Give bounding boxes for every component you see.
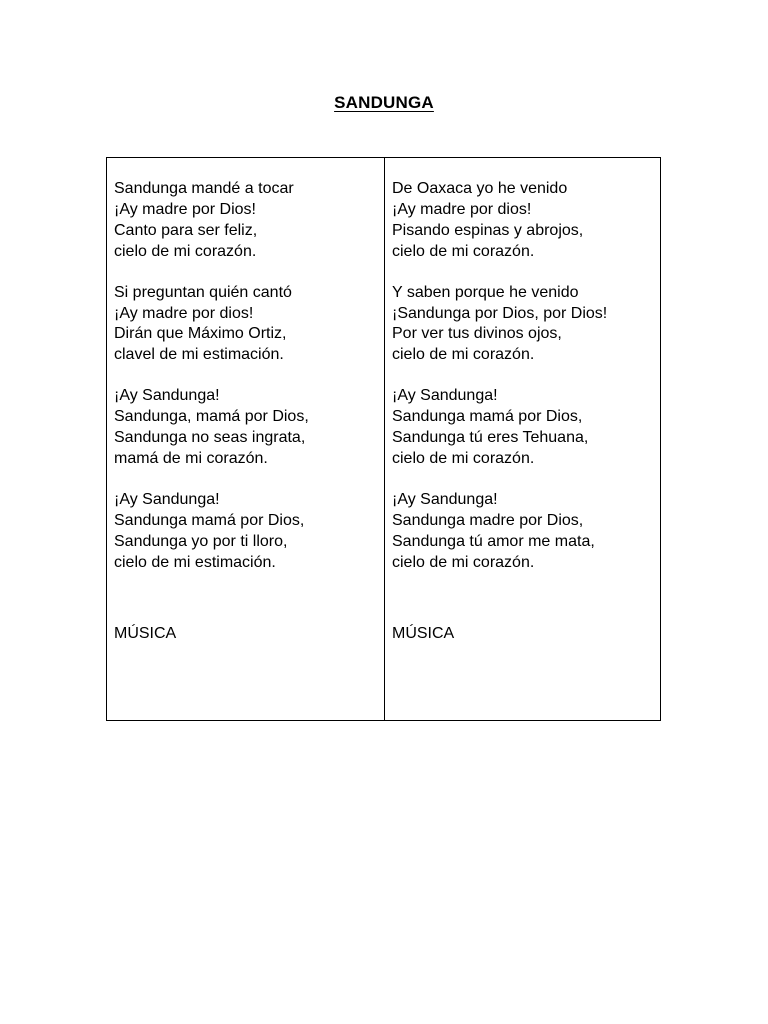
- lyric-line: De Oaxaca yo he venido: [392, 180, 568, 197]
- lyric-line: cielo de mi corazón.: [392, 346, 535, 364]
- lyric-line: Canto para ser feliz,: [114, 221, 258, 239]
- music-label: MÚSICA: [392, 624, 455, 642]
- page-title: SANDUNGA: [334, 93, 434, 112]
- lyric-line: mamá de mi corazón.: [114, 449, 268, 467]
- stanza: [114, 386, 384, 470]
- lyric-line: Sandunga, mamá por Dios,: [114, 408, 309, 426]
- stanza: [392, 179, 660, 263]
- lyric-line: ¡Ay Sandunga!: [392, 490, 498, 508]
- lyric-line: cielo de mi corazón.: [392, 242, 535, 260]
- lyric-line: Sandunga mamá por Dios,: [114, 511, 305, 529]
- lyrics-column-left: [107, 158, 385, 720]
- stanza: [392, 490, 660, 574]
- lyrics-table: [106, 157, 661, 721]
- lyric-line: cielo de mi corazón.: [392, 553, 535, 571]
- lyric-line: ¡Ay Sandunga!: [114, 387, 220, 405]
- lyric-line: cielo de mi corazón.: [392, 449, 535, 467]
- lyric-line: Sandunga tú amor me mata,: [392, 532, 595, 550]
- stanza: [392, 283, 660, 367]
- lyrics-column-right: [385, 158, 660, 720]
- lyric-line: Sandunga mandé a tocar: [114, 180, 294, 197]
- music-label: MÚSICA: [114, 624, 177, 642]
- lyric-line: ¡Ay madre por dios!: [392, 200, 532, 218]
- lyric-line: ¡Ay madre por Dios!: [114, 200, 256, 218]
- lyric-line: Por ver tus divinos ojos,: [392, 325, 562, 343]
- lyric-line: Dirán que Máximo Ortiz,: [114, 325, 287, 343]
- stanza: [392, 386, 660, 470]
- lyric-line: Sandunga tú eres Tehuana,: [392, 429, 589, 447]
- stanza: [114, 490, 384, 574]
- lyric-line: ¡Ay Sandunga!: [114, 490, 220, 508]
- lyric-line: Sandunga madre por Dios,: [392, 511, 584, 529]
- lyric-line: Sandunga yo por ti lloro,: [114, 532, 288, 550]
- lyric-line: ¡Sandunga por Dios, por Dios!: [392, 304, 608, 322]
- lyric-line: Sandunga mamá por Dios,: [392, 408, 583, 426]
- lyric-line: Y saben porque he venido: [392, 283, 579, 301]
- stanza: [114, 283, 384, 367]
- stanza: [114, 179, 384, 263]
- lyric-line: Sandunga no seas ingrata,: [114, 429, 306, 447]
- lyric-line: Si preguntan quién cantó: [114, 283, 292, 301]
- lyric-line: cielo de mi estimación.: [114, 553, 276, 571]
- lyric-line: ¡Ay madre por dios!: [114, 304, 254, 322]
- lyric-line: Pisando espinas y abrojos,: [392, 221, 584, 239]
- lyric-line: clavel de mi estimación.: [114, 346, 284, 364]
- lyric-line: ¡Ay Sandunga!: [392, 387, 498, 405]
- lyric-line: cielo de mi corazón.: [114, 242, 257, 260]
